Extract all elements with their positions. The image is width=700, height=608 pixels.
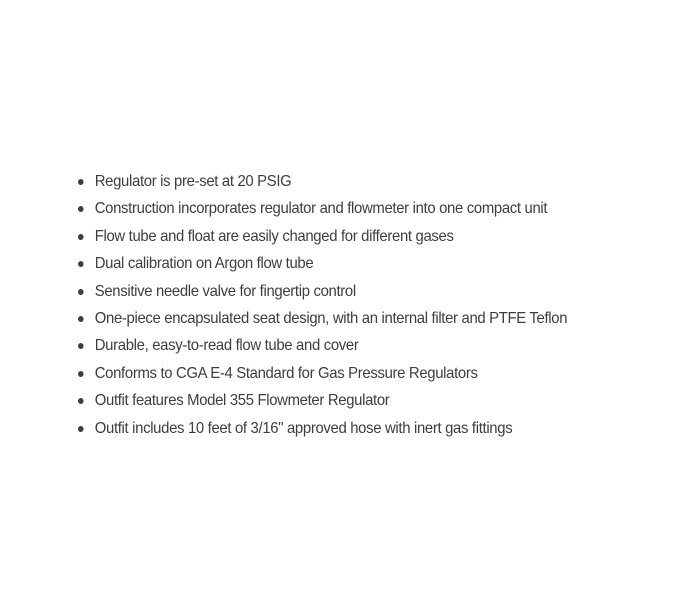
bullet-icon (78, 371, 84, 377)
feature-text: Durable, easy-to-read flow tube and cover (94, 337, 359, 355)
feature-text: Dual calibration on Argon flow tube (94, 255, 314, 273)
feature-text: Flow tube and float are easily changed for different gases (94, 227, 454, 245)
feature-text: Outfit includes 10 feet of 3/16" approved hose with inert gas fittings (94, 419, 513, 437)
feature-text: Outfit features Model 355 Flowmeter Regulator (94, 392, 390, 410)
feature-text: Regulator is pre-set at 20 PSIG (94, 173, 292, 190)
bullet-icon (78, 261, 84, 267)
feature-text: Sensitive needle valve for fingertip control (94, 282, 356, 300)
feature-list (78, 168, 678, 442)
feature-item (78, 305, 636, 332)
feature-item (78, 250, 636, 277)
bullet-icon (78, 179, 84, 185)
feature-item (78, 387, 636, 414)
bullet-icon (78, 316, 84, 322)
feature-item (78, 195, 636, 222)
feature-item (78, 415, 636, 442)
feature-item (78, 168, 636, 195)
bullet-icon (78, 398, 84, 404)
bullet-icon (78, 206, 84, 212)
feature-text: Conforms to CGA E-4 Standard for Gas Pressure Regulators (94, 364, 478, 382)
feature-item (78, 332, 636, 359)
feature-text: One-piece encapsulated seat design, with an internal filter and PTFE Teflon (94, 309, 568, 327)
feature-text: Construction incorporates regulator and flowmeter into one compact unit (94, 200, 548, 218)
bullet-icon (78, 426, 84, 432)
bullet-icon (78, 234, 84, 240)
bullet-icon (78, 289, 84, 295)
feature-item (78, 278, 636, 305)
bullet-icon (78, 343, 84, 349)
feature-item (78, 223, 636, 250)
feature-item (78, 360, 636, 387)
